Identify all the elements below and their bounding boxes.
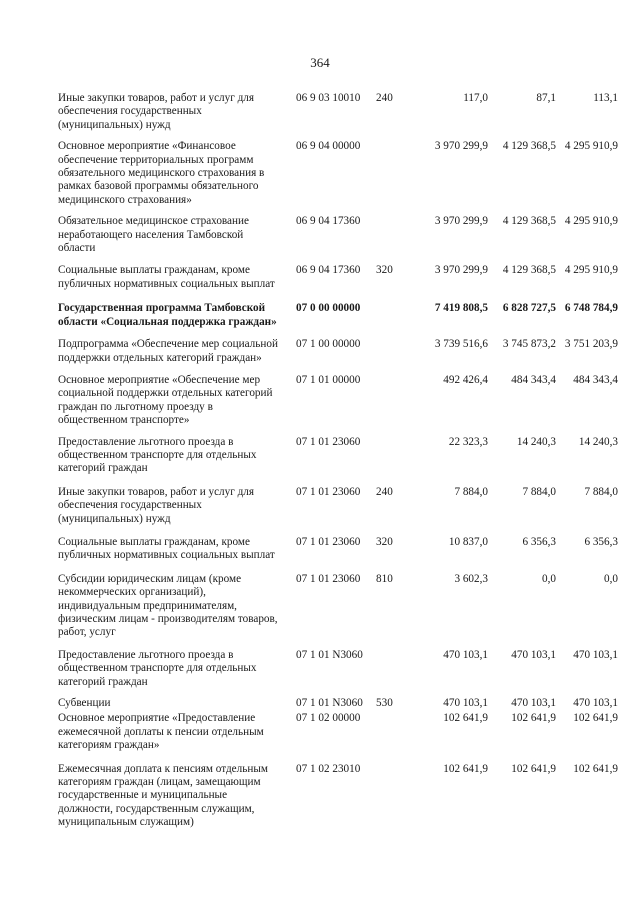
row-value-2: 4 129 368,5 bbox=[502, 140, 556, 153]
row-code: 07 1 01 23060 bbox=[296, 485, 361, 498]
row-value-1: 7 419 808,5 bbox=[434, 302, 488, 315]
row-value-3: 102 641,9 bbox=[573, 762, 618, 775]
row-code: 06 9 04 00000 bbox=[296, 140, 361, 153]
row-value-1: 3 970 299,9 bbox=[434, 264, 488, 277]
row-expense-type: 240 bbox=[376, 485, 393, 498]
row-value-2: 470 103,1 bbox=[511, 648, 556, 661]
row-code: 07 0 00 00000 bbox=[296, 302, 361, 315]
table-row bbox=[58, 264, 618, 291]
row-expense-type: 320 bbox=[376, 264, 393, 277]
row-value-3: 7 884,0 bbox=[584, 485, 618, 498]
row-code: 07 1 01 00000 bbox=[296, 373, 361, 386]
row-value-2: 102 641,9 bbox=[511, 712, 556, 725]
row-name: Иные закупки товаров, работ и услуг для обеспечения государственных (муниципальных) нужд bbox=[58, 92, 255, 131]
table-row bbox=[58, 338, 618, 365]
row-code: 07 1 01 23060 bbox=[296, 572, 361, 585]
row-value-1: 102 641,9 bbox=[443, 712, 488, 725]
row-code: 06 9 04 17360 bbox=[296, 264, 361, 277]
table-row bbox=[58, 92, 618, 132]
table-row bbox=[58, 536, 618, 563]
row-value-3: 0,0 bbox=[604, 572, 618, 585]
row-expense-type: 240 bbox=[376, 92, 393, 104]
row-value-1: 492 426,4 bbox=[443, 373, 488, 386]
row-value-3: 113,1 bbox=[593, 92, 618, 104]
row-name: Подпрограмма «Обеспечение мер социальной поддержки отдельных категорий граждан» bbox=[58, 338, 278, 364]
row-value-2: 6 356,3 bbox=[522, 535, 556, 548]
row-value-3: 3 751 203,9 bbox=[564, 338, 618, 351]
table-row bbox=[58, 374, 618, 428]
table-row bbox=[58, 436, 618, 476]
row-value-1: 3 970 299,9 bbox=[434, 215, 488, 228]
row-value-1: 3 602,3 bbox=[454, 572, 488, 585]
row-value-2: 484 343,4 bbox=[511, 373, 556, 386]
row-value-1: 117,0 bbox=[463, 92, 488, 104]
row-value-3: 102 641,9 bbox=[573, 712, 618, 725]
row-value-2: 4 129 368,5 bbox=[502, 215, 556, 228]
row-value-3: 470 103,1 bbox=[573, 648, 618, 661]
row-code: 06 9 03 10010 bbox=[296, 92, 361, 104]
row-name: Субсидии юридическим лицам (кроме некоммерческих организаций), индивидуальным предпринимателям, физическим лицам - производителям товаров, работ, услуг bbox=[58, 572, 278, 639]
row-name: Предоставление льготного проезда в общественном транспорте для отдельных категорий граждан bbox=[58, 435, 257, 475]
row-value-1: 102 641,9 bbox=[443, 762, 488, 775]
table-row bbox=[58, 763, 618, 830]
table-row bbox=[58, 215, 618, 255]
row-name: Субвенции bbox=[58, 697, 111, 710]
row-name: Социальные выплаты гражданам, кроме публичных нормативных социальных выплат bbox=[58, 264, 275, 290]
row-value-2: 14 240,3 bbox=[516, 435, 556, 448]
row-value-1: 7 884,0 bbox=[454, 485, 488, 498]
row-value-1: 22 323,3 bbox=[448, 435, 488, 448]
row-value-3: 6 748 784,9 bbox=[564, 302, 618, 315]
row-value-2: 0,0 bbox=[542, 572, 556, 585]
row-expense-type: 810 bbox=[376, 572, 393, 585]
row-value-1: 10 837,0 bbox=[448, 535, 488, 548]
row-name: Основное мероприятие «Обеспечение мер социальной поддержки отдельных категорий граждан по льготному проезду в общественном транспорте» bbox=[58, 373, 273, 427]
row-code: 07 1 01 23060 bbox=[296, 535, 361, 548]
row-value-3: 4 295 910,9 bbox=[564, 140, 618, 153]
row-name: Предоставление льготного проезда в общественном транспорте для отдельных категорий граждан bbox=[58, 648, 257, 688]
table-row bbox=[58, 486, 618, 526]
row-value-2: 102 641,9 bbox=[511, 762, 556, 775]
table-row bbox=[58, 649, 618, 689]
row-value-2: 4 129 368,5 bbox=[502, 264, 556, 277]
row-code: 07 1 01 23060 bbox=[296, 435, 361, 448]
row-value-1: 470 103,1 bbox=[443, 648, 488, 661]
row-value-2: 87,1 bbox=[536, 92, 556, 104]
row-value-3: 4 295 910,9 bbox=[564, 215, 618, 228]
table-row bbox=[58, 302, 618, 329]
page-number: 364 bbox=[310, 55, 330, 70]
row-value-1: 3 970 299,9 bbox=[434, 140, 488, 153]
table-row bbox=[58, 712, 618, 752]
row-expense-type: 320 bbox=[376, 535, 393, 548]
row-name: Основное мероприятие «Предоставление ежемесячной доплаты к пенсии отдельным категориям граждан» bbox=[58, 712, 264, 752]
row-value-3: 470 103,1 bbox=[573, 697, 618, 710]
row-value-2: 3 745 873,2 bbox=[502, 338, 556, 351]
row-name: Обязательное медицинское страхование неработающего населения Тамбовской области bbox=[58, 215, 249, 255]
table-row bbox=[58, 573, 618, 640]
table-row bbox=[58, 697, 618, 710]
row-value-2: 7 884,0 bbox=[522, 485, 556, 498]
row-name: Иные закупки товаров, работ и услуг для обеспечения государственных (муниципальных) нужд bbox=[58, 485, 255, 525]
row-value-1: 470 103,1 bbox=[443, 697, 488, 710]
row-name: Основное мероприятие «Финансовое обеспечение территориальных программ обязательного медицинского страхования в рамках базовой программы обязательного медицинского страхования» bbox=[58, 140, 265, 206]
row-value-3: 484 343,4 bbox=[573, 373, 618, 386]
row-code: 07 1 01 N3060 bbox=[296, 697, 363, 710]
row-code: 07 1 02 00000 bbox=[296, 712, 361, 725]
row-value-2: 470 103,1 bbox=[511, 697, 556, 710]
row-name: Ежемесячная доплата к пенсиям отдельным категориям граждан (лицам, замещающим государственные и муниципальные должности, государственным служащим, муниципальным служащим) bbox=[58, 762, 268, 829]
row-value-1: 3 739 516,6 bbox=[434, 338, 488, 351]
row-value-3: 14 240,3 bbox=[578, 435, 618, 448]
row-value-3: 4 295 910,9 bbox=[564, 264, 618, 277]
row-name: Государственная программа Тамбовской области «Социальная поддержка граждан» bbox=[58, 302, 277, 328]
row-code: 07 1 01 N3060 bbox=[296, 648, 363, 661]
row-code: 07 1 00 00000 bbox=[296, 338, 361, 351]
budget-table bbox=[58, 92, 618, 830]
row-value-2: 6 828 727,5 bbox=[502, 302, 556, 315]
row-code: 07 1 02 23010 bbox=[296, 762, 361, 775]
row-name: Социальные выплаты гражданам, кроме публичных нормативных социальных выплат bbox=[58, 535, 275, 562]
table-row bbox=[58, 140, 618, 207]
row-value-3: 6 356,3 bbox=[584, 535, 618, 548]
row-expense-type: 530 bbox=[376, 697, 393, 710]
row-code: 06 9 04 17360 bbox=[296, 215, 361, 228]
